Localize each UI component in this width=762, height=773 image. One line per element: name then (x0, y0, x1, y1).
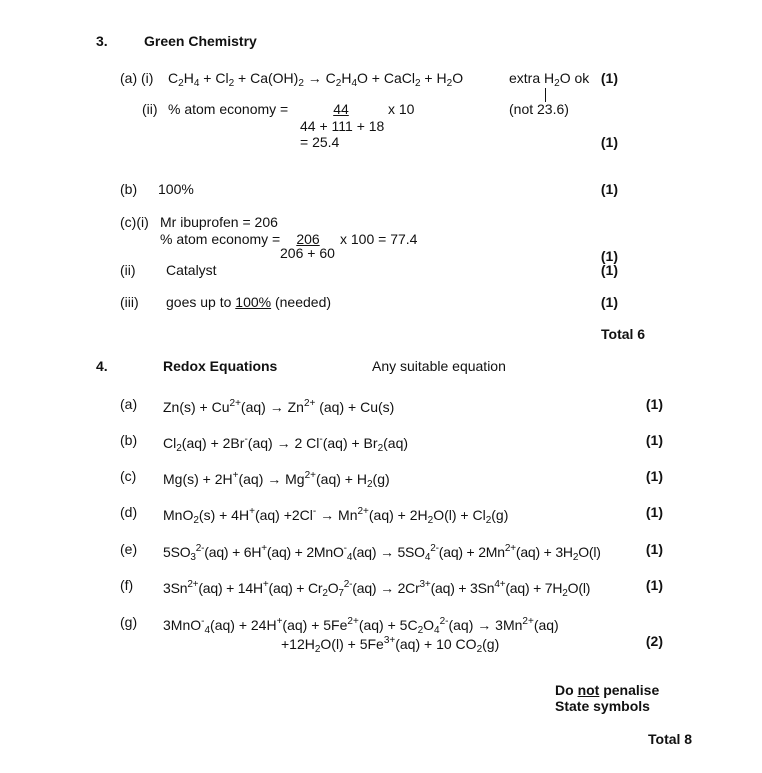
q3b-mark: (1) (600, 181, 618, 197)
q3c-label: (c)(i) (120, 214, 149, 230)
q3c-ii-text: Catalyst (166, 262, 217, 278)
q3-title: Green Chemistry (144, 33, 257, 49)
q3a-ii-note: (not 23.6) (509, 101, 569, 117)
q4b-label: (b) (120, 432, 138, 448)
q4e-mark: (1) (645, 541, 663, 557)
q3a-ii-denominator: 44 + 111 + 18 (300, 118, 385, 134)
q4d-mark: (1) (645, 504, 663, 520)
q3c-i-atom-economy: % atom economy = (160, 231, 281, 247)
q4-total: Total 8 (648, 731, 693, 747)
q4-title: Redox Equations (163, 358, 278, 374)
q4g-equation-line2: $+12H_2O(l) + 5Fe^{3+}(aq) + 10$ $CO_2(g)$ (281, 635, 500, 655)
q3a-ii-text: % atom economy = (168, 101, 289, 117)
q3c-i-denominator: 206 + 60 (280, 245, 335, 261)
q4g-equation-line1: $3MnO^-_4(aq) + 24H^+(aq) + 5Fe^{2+}(aq) + 5C_2O_4^{2-}(aq) \to 3Mn^{2+}(aq)$ (163, 616, 559, 636)
q4f-mark: (1) (645, 577, 663, 593)
q3a-ii-label: (ii) (142, 101, 158, 117)
q3a-ii-numerator: 44 (333, 101, 349, 117)
q4e-equation: $5SO_3^{2-}(aq) + 6H^+(aq) + 2MnO^-_4(aq) \to 5SO_4^{2-}(aq) + 2Mn^{2+}(aq) + 3H_2O(l)$ (163, 543, 601, 563)
q3c-iii-mark: (1) (600, 294, 618, 310)
q3a-ii-times: x 10 (388, 101, 415, 117)
q3c-i-mark: (1) (600, 248, 618, 264)
q3-total: Total 6 (601, 326, 646, 342)
q3a-ii-result: = 25.4 (300, 134, 340, 150)
q4b-equation: $Cl_2(aq) + 2Br^-(aq) \to 2$ $Cl^-(aq) + Br_2(aq)$ (163, 434, 409, 454)
note-divider (545, 88, 546, 102)
q3-number: 3. (96, 33, 108, 49)
q3c-i-times: x 100 = 77.4 (340, 231, 418, 247)
q4g-mark: (2) (645, 633, 663, 649)
q3a-extra-note: extra $H_2O$ ok (509, 70, 590, 89)
q3b-label: (b) (120, 181, 138, 197)
q4f-equation: $3Sn^{2+}(aq) + 14H^+(aq) + Cr_2O_7^{2-}(aq) \to 2Cr^{3+}(aq) + 3Sn^{4+}(aq) + 7H_2O(l)$ (163, 579, 591, 599)
q3a-ii-mark: (1) (600, 134, 618, 150)
q4d-label: (d) (120, 504, 138, 520)
q4c-equation: $Mg(s) + 2H^+(aq) \to Mg^{2+}(aq) + H_2(g)$ (163, 470, 390, 490)
q3c-i-numerator: 206 (296, 231, 320, 247)
q4d-equation: $MnO_2(s) + 4H^+(aq) +2Cl^- \to Mn^{2+}(aq) + 2H_2O(l) + Cl_2(g)$ (163, 506, 509, 526)
q4f-label: (f) (120, 577, 134, 593)
q4-subtitle: Any suitable equation (372, 358, 506, 374)
q4b-mark: (1) (645, 432, 663, 448)
q4a-equation: $Zn(s) + Cu^{2+}(aq) \to Zn^{2+}$ (aq) + Cu(s) (163, 398, 395, 415)
q3a-i-equation: $C_2H_4 + Cl_2 + Ca(OH)_2 \to C_2H_4O$ + CaCl$_2$ + $H_2O$ (168, 70, 464, 89)
q3c-ii-mark: (1) (600, 262, 618, 278)
q4g-label: (g) (120, 614, 138, 630)
q4c-label: (c) (120, 468, 137, 484)
q3a-i-mark: (1) (600, 70, 618, 86)
q4c-mark: (1) (645, 468, 663, 484)
q4a-mark: (1) (645, 396, 663, 412)
q3a-label: (a) (i) (120, 70, 154, 86)
q4e-label: (e) (120, 541, 138, 557)
penalise-note-line2: State symbols (555, 698, 650, 714)
q3c-iii-label: (iii) (120, 294, 139, 310)
q4-number: 4. (96, 358, 108, 374)
q3c-i-text: Mr ibuprofen = 206 (160, 214, 278, 230)
q3c-ii-label: (ii) (120, 262, 136, 278)
penalise-note-line1: Do not penalise (555, 682, 660, 698)
q3c-iii-text: goes up to 100% (needed) (166, 294, 332, 310)
q3b-text: 100% (158, 181, 194, 197)
q4a-label: (a) (120, 396, 138, 412)
